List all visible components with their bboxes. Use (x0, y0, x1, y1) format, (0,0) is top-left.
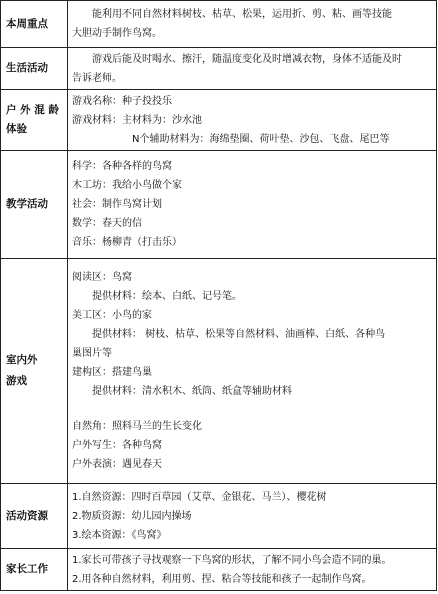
text-line: 2.物质资源：幼儿园内操场 (72, 510, 192, 522)
text-line: N个辅助材料为：海绵垫圈、荷叶垫、沙包、飞盘、尾巴等 (132, 133, 390, 145)
row-resources (1, 484, 437, 549)
label-life: 生活活动 (1, 48, 68, 90)
text-line: 大胆动手制作鸟窝。 (72, 28, 162, 39)
text-line: 1.自然资源：四时百草园（艾草、金银花、马兰）、樱花树 (72, 491, 327, 503)
row-outdoor (1, 90, 437, 151)
label-indoor (1, 259, 68, 484)
text-line: 提供材料：绘本、白纸、记号笔。 (92, 291, 242, 302)
text-line: 游戏后能及时喝水、擦汗，随温度变化及时增减衣物，身体不适能及时 (92, 53, 402, 65)
content-indoor (68, 259, 437, 484)
text-line: 户外写生：各种鸟窝 (72, 440, 162, 451)
label-resources: 活动资源 (1, 484, 68, 549)
label-outdoor-line-2: 体验 (6, 123, 27, 135)
text-line: 木工坊：我给小鸟做个家 (72, 180, 182, 191)
row-focus (1, 1, 437, 48)
text-line: 建构区：搭建鸟巢 (72, 367, 152, 378)
text-line: 社会：制作鸟窝计划 (72, 199, 162, 210)
text-line: 3.绘本资源：《鸟窝》 (72, 529, 167, 541)
row-parents (1, 549, 437, 591)
text-line: 巢图片等 (72, 348, 112, 359)
content-life (68, 48, 437, 90)
text-line: 游戏名称：种子投投乐 (72, 95, 172, 107)
text-line: 美工区：小鸟的家 (72, 310, 152, 321)
text-line: 提供材料：清水积木、纸筒、纸盒等辅助材料 (92, 386, 292, 397)
spacer (72, 401, 436, 417)
content-resources (68, 484, 437, 549)
label-outdoor (1, 90, 68, 151)
label-indoor-line-2: 游戏 (6, 375, 27, 387)
text-line: 户外表演：遇见春天 (72, 459, 162, 470)
label-teaching: 教学活动 (1, 151, 68, 259)
text-line: 音乐：杨柳青（打击乐） (72, 237, 182, 248)
text-line: 科学：各种各样的鸟窝 (72, 161, 172, 172)
content-teaching (68, 151, 437, 259)
text-line: 数学：春天的信 (72, 218, 142, 229)
row-life (1, 48, 437, 90)
row-indoor (1, 259, 437, 484)
label-focus: 本周重点 (1, 1, 68, 48)
text-line: 1.家长可带孩子寻找观察一下鸟窝的形状，了解不同小鸟会造不同的巢。 (72, 554, 392, 566)
text-line: 游戏材料：主材料为：沙水池 (72, 114, 202, 126)
label-outdoor-line-1: 户 外 混 龄 (6, 104, 59, 116)
text-line: 告诉老师。 (72, 72, 122, 84)
text-line: 自然角：照料马兰的生长变化 (72, 421, 202, 432)
text-line: 能利用不同自然材料树枝、枯草、松果，运用折、剪、粘、画等技能 (92, 9, 392, 20)
text-line: 阅读区：鸟窝 (72, 272, 132, 283)
row-teaching (1, 151, 437, 259)
label-indoor-line-1: 室内外 (6, 354, 38, 366)
content-outdoor (68, 90, 437, 151)
content-focus (68, 1, 437, 48)
label-parents: 家长工作 (1, 549, 68, 591)
text-line: 2.用各种自然材料，利用剪、捏、粘合等技能和孩子一起制作鸟窝。 (72, 573, 372, 585)
content-parents (68, 549, 437, 591)
text-line: 提供材料： 树枝、枯草、松果等自然材料、油画棒、白纸、各种鸟 (92, 329, 386, 340)
